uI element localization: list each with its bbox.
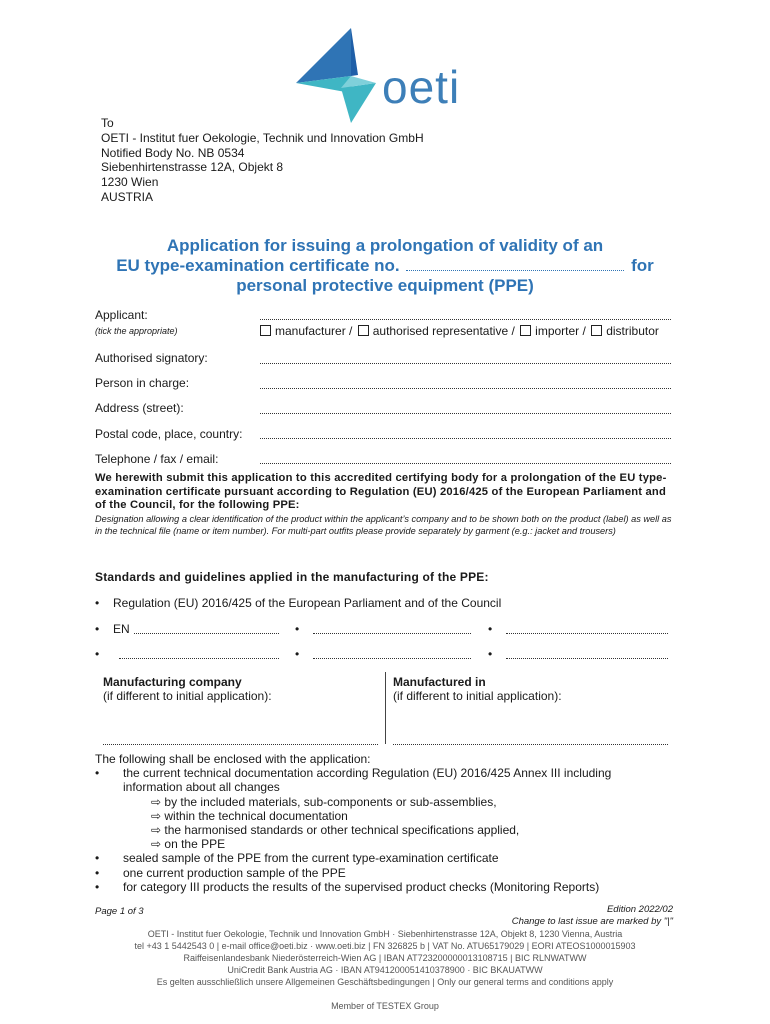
enclosure-item — [95, 880, 611, 894]
enclosure-subitem: ⇨ by the included materials, sub-components or sub-assemblies, — [151, 794, 497, 809]
manufactured-in-block — [393, 675, 562, 703]
logo-text: oeti — [382, 61, 461, 113]
postal-field[interactable] — [260, 437, 671, 439]
checkbox-distributor[interactable] — [591, 325, 602, 336]
declaration-text: We herewith submit this application to this accredited certifying body for a prolongation of the EU type-examination certificate pursuant according to Regulation (EU) 2016/425 of the European Parliament and of the Council, for the following PPE: — [95, 472, 667, 512]
address-line: Siebenhirtenstrasse 12A, Objekt 8 — [101, 160, 284, 175]
standard-field[interactable] — [313, 632, 471, 634]
applicant-role-options — [260, 324, 659, 338]
enclosure-text: one current production sample of the PPE — [123, 865, 346, 880]
postal-label: Postal code, place, country: — [95, 427, 243, 441]
title-text: for — [631, 256, 654, 275]
standard-field[interactable] — [313, 657, 471, 659]
enclosure-item — [95, 766, 611, 851]
address-line: 1230 Wien — [101, 175, 159, 190]
enclosure-subitem: ⇨ within the technical documentation — [151, 808, 348, 823]
title-line: Application for issuing a prolongation of validity of an — [166, 236, 604, 255]
standard-field[interactable] — [506, 632, 668, 634]
enclosure-text: for category III products the results of the supervised product checks (Monitoring Reports) — [123, 879, 600, 894]
manufacturing-company-field[interactable] — [103, 743, 378, 745]
edition: Edition 2022/02 — [606, 904, 673, 915]
en-label: EN — [113, 622, 130, 636]
manufactured-in-title: Manufactured in — [393, 675, 486, 689]
address-line: AUSTRIA — [101, 189, 154, 204]
document-title — [0, 236, 770, 296]
manufacturing-company-title: Manufacturing company — [103, 675, 242, 689]
bullet-icon: • — [488, 647, 493, 661]
phone-label: Telephone / fax / email: — [95, 452, 219, 466]
bullet-icon: • — [95, 851, 100, 866]
page-number: Page 1 of 3 — [95, 906, 144, 917]
manufacturing-company-block — [103, 675, 272, 703]
enclosures-section — [95, 752, 611, 894]
signatory-field[interactable] — [260, 362, 671, 364]
footer-line: Es gelten ausschließlich unsere Allgemeinen Geschäftsbedingungen | Only our general terms and conditions apply — [156, 977, 614, 987]
bullet-icon: • — [295, 647, 300, 661]
address-line: Notified Body No. NB 0534 — [101, 145, 245, 160]
manufacturing-company-sub: (if different to initial application): — [103, 689, 272, 703]
bullet-icon: • — [95, 622, 100, 636]
address-line: OETI - Institut fuer Oekologie, Technik und Innovation GmbH — [101, 130, 424, 145]
title-text: EU type-examination certificate no. — [116, 256, 400, 275]
enclosure-item — [95, 866, 611, 880]
edition-info — [512, 904, 673, 928]
option-label: manufacturer / — [275, 324, 353, 338]
footer-spacer — [0, 988, 770, 1000]
regulation-text: Regulation (EU) 2016/425 of the European Parliament and of the Council — [113, 596, 502, 610]
standard-field[interactable] — [119, 657, 279, 659]
checkbox-authorised-representative[interactable] — [358, 325, 369, 336]
company-footer — [0, 928, 770, 1012]
bullet-icon: • — [95, 879, 100, 894]
bullet-icon: • — [95, 596, 100, 610]
enclosure-subitem: ⇨ the harmonised standards or other technical specifications applied, — [151, 823, 520, 838]
person-label: Person in charge: — [95, 376, 190, 390]
bullet-icon: • — [95, 865, 100, 880]
footer-line: tel +43 1 5442543 0 | e-mail office@oeti.biz · www.oeti.biz | FN 326825 b | VAT No. ATU65179029 | EORI ATEOS1000015903 — [134, 941, 636, 951]
footer-line: Raiffeisenlandesbank Niederösterreich-Wien AG | IBAN AT723200000013108715 | BIC RLNWATWW — [183, 953, 587, 963]
checkbox-manufacturer[interactable] — [260, 325, 271, 336]
title-line: personal protective equipment (PPE) — [236, 276, 534, 295]
address-field[interactable] — [260, 412, 671, 414]
certificate-number-field[interactable] — [406, 258, 624, 271]
applicant-label: Applicant: — [95, 308, 148, 322]
logo-mark-icon — [296, 28, 386, 123]
signatory-label: Authorised signatory: — [95, 351, 208, 365]
checkbox-importer[interactable] — [520, 325, 531, 336]
bullet-icon: • — [488, 622, 493, 636]
oeti-logo — [296, 28, 476, 123]
standards-heading: Standards and guidelines applied in the manufacturing of the PPE: — [95, 570, 489, 584]
enclosures-intro: The following shall be enclosed with the application: — [95, 752, 371, 766]
standard-field[interactable] — [134, 632, 279, 634]
column-divider — [385, 672, 386, 744]
bullet-icon: • — [95, 766, 100, 781]
phone-field[interactable] — [260, 462, 671, 464]
bullet-icon: • — [295, 622, 300, 636]
footer-line: UniCredit Bank Austria AG · IBAN AT941200051410378900 · BIC BKAUATWW — [227, 965, 543, 975]
designation-note: Designation allowing a clear identification of the product within the applicant’s company and to be shown both on the product (label) as well as in the technical file (name or item number). For multi-part outfits please provide separately by garment (e.g.: jacket and trousers) — [95, 514, 672, 536]
enclosure-text: sealed sample of the PPE from the current type-examination certificate — [123, 851, 499, 866]
change-note: Change to last issue are marked by "|" — [511, 916, 673, 927]
bullet-icon: • — [95, 647, 100, 661]
person-field[interactable] — [260, 387, 671, 389]
option-label: importer / — [535, 324, 586, 338]
manufactured-in-sub: (if different to initial application): — [393, 689, 562, 703]
tick-note: (tick the appropriate) — [95, 326, 178, 336]
footer-line: Member of TESTEX Group — [331, 1001, 439, 1011]
option-label: distributor — [606, 324, 659, 338]
enclosure-subitem: ⇨ on the PPE — [151, 837, 226, 852]
applicant-field[interactable] — [260, 318, 671, 320]
title-line — [0, 256, 770, 276]
standard-field[interactable] — [506, 657, 668, 659]
enclosure-text: information about all changes — [123, 780, 280, 795]
enclosure-item — [95, 851, 611, 865]
enclosure-text: the current technical documentation according Regulation (EU) 2016/425 Annex III including — [123, 766, 612, 781]
manufactured-in-field[interactable] — [393, 743, 668, 745]
recipient-address — [101, 116, 424, 205]
option-label: authorised representative / — [372, 324, 515, 338]
footer-line: OETI - Institut fuer Oekologie, Technik und Innovation GmbH · Siebenhirtenstrasse 12A, Objekt 8, 1230 Vienna, Austria — [147, 929, 623, 939]
address-line: To — [101, 116, 114, 130]
address-label: Address (street): — [95, 401, 184, 415]
